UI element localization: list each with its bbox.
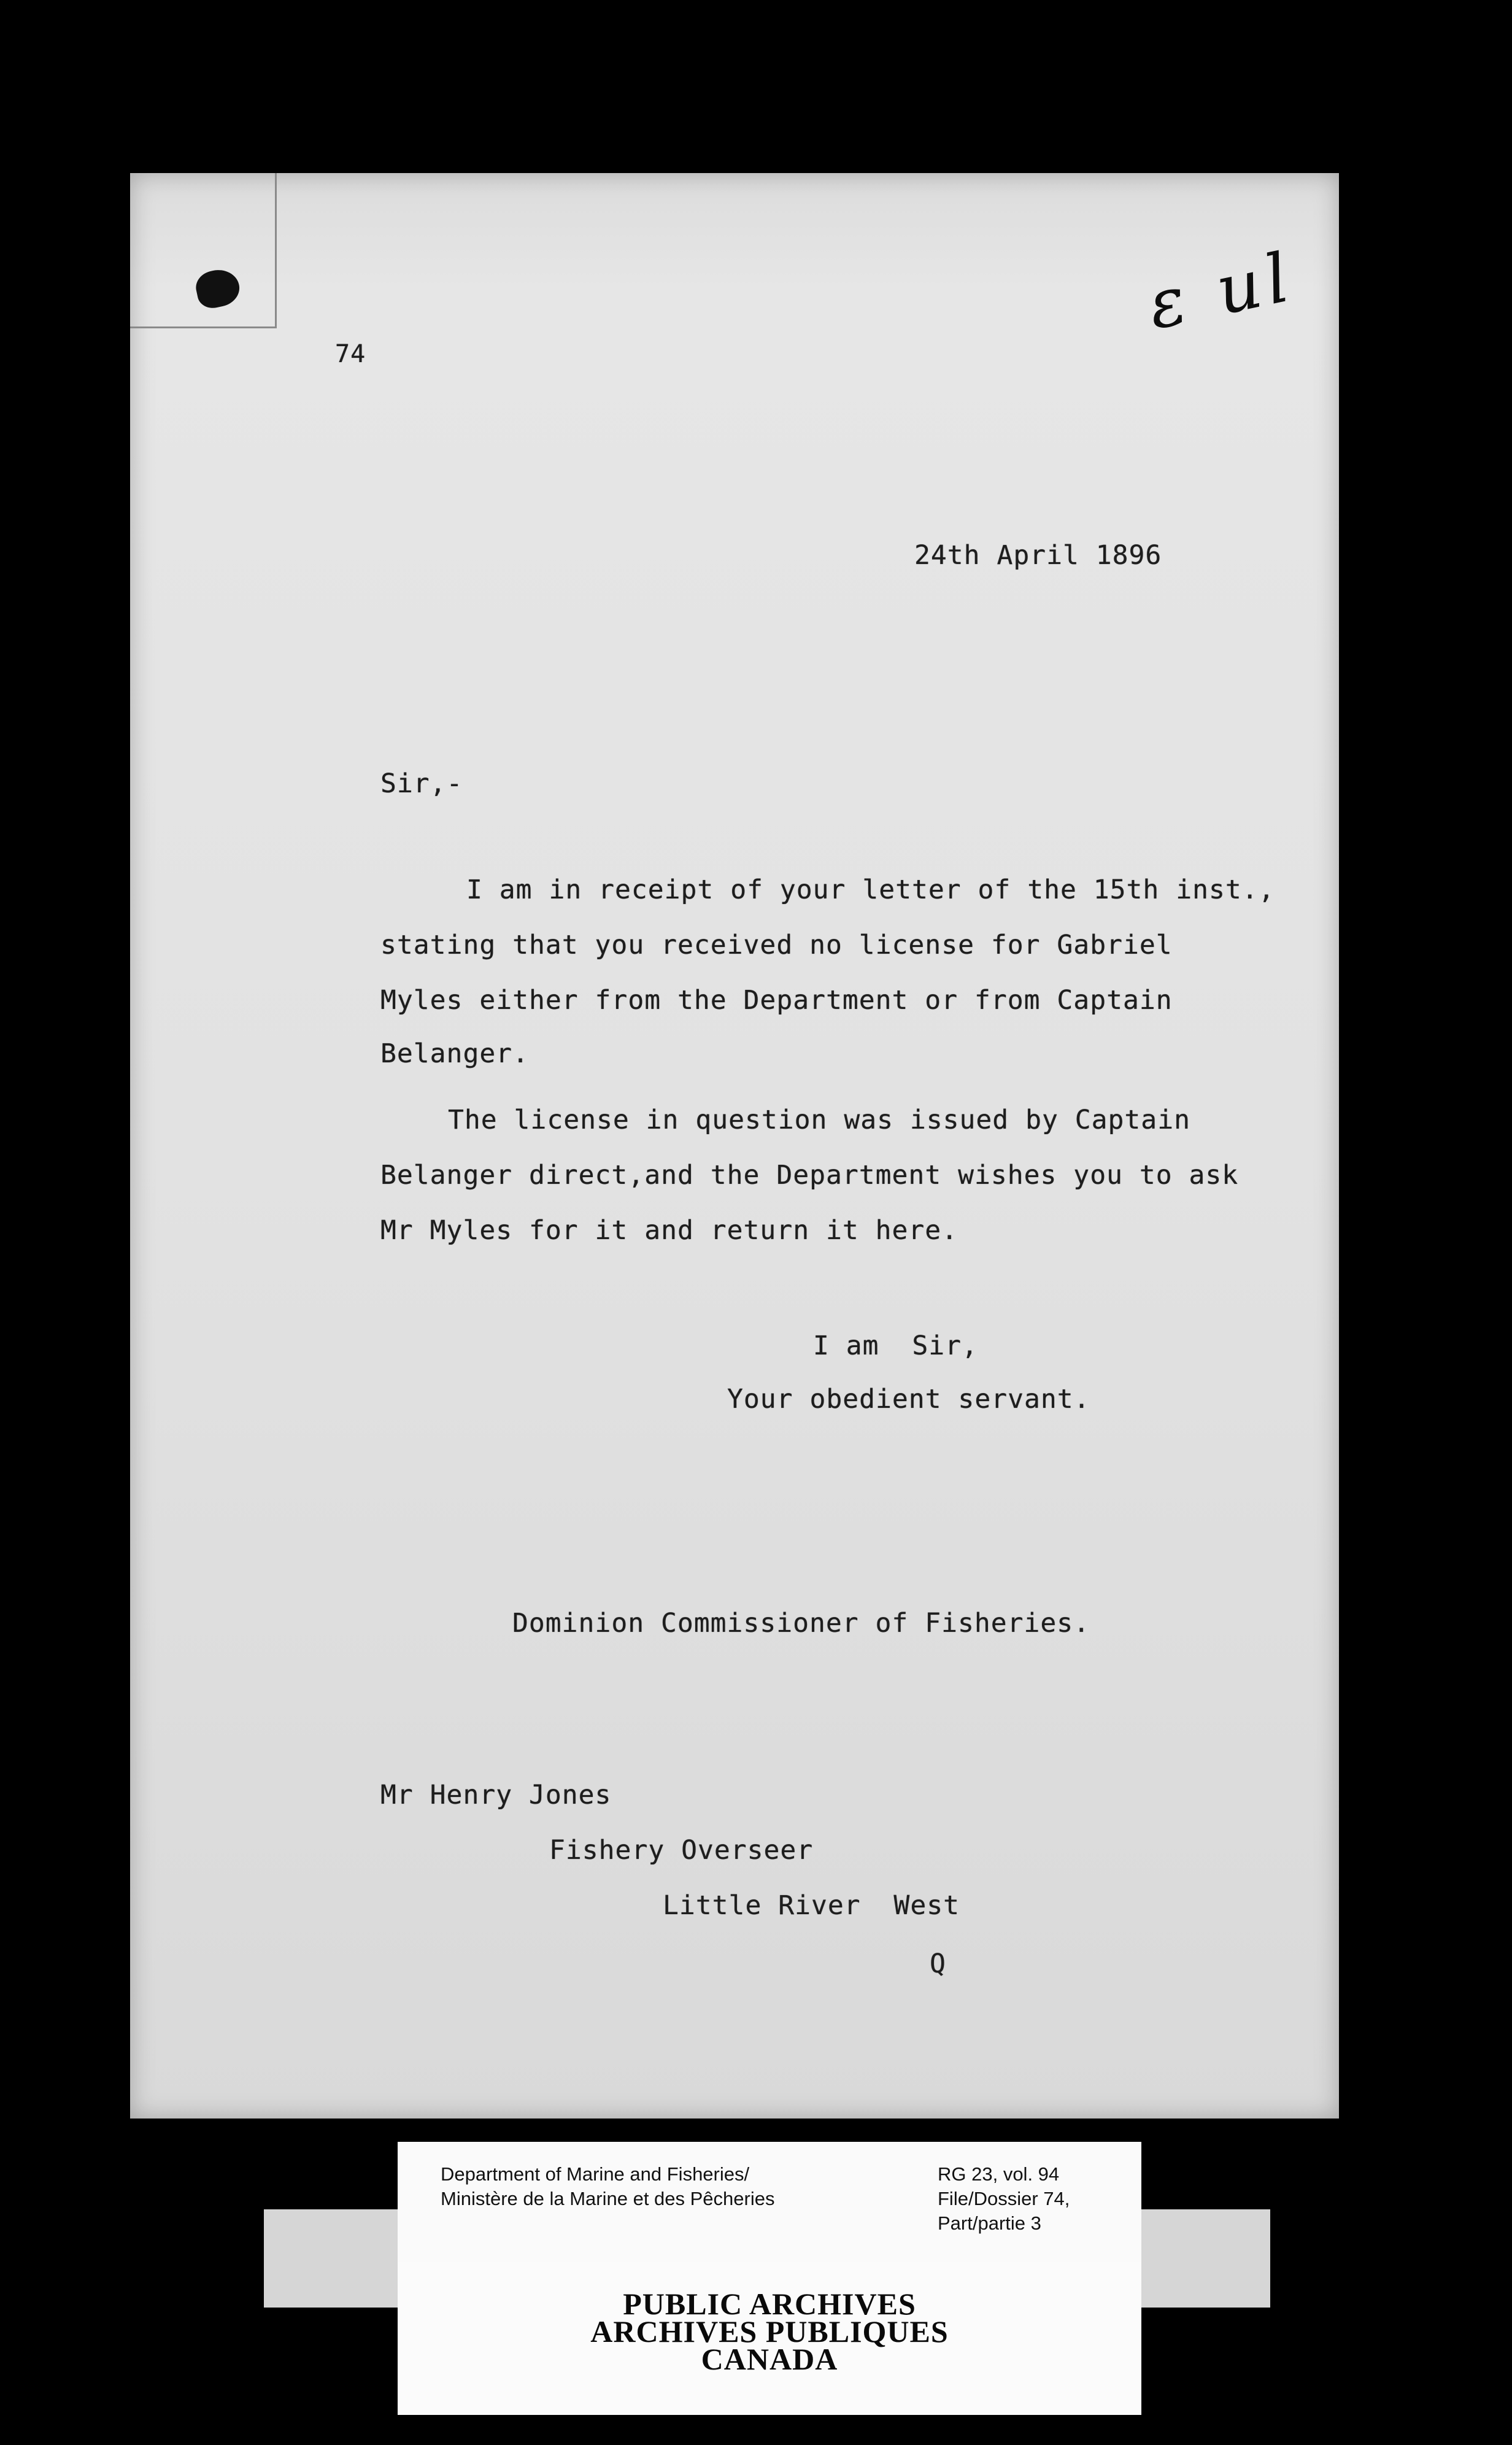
body-line: Mr Myles for it and return it here. [380, 1215, 958, 1246]
body-line: Belanger. [380, 1038, 529, 1069]
record-group-reference: RG 23, vol. 94 [938, 2163, 1060, 2185]
archives-title-english: PUBLIC ARCHIVES [623, 2287, 916, 2321]
address-line: Q [930, 1949, 946, 1979]
archives-country: CANADA [701, 2342, 838, 2376]
handwritten-mark: ε ul [1141, 237, 1302, 345]
file-number: 74 [335, 340, 366, 368]
file-reference: File/Dossier 74, [938, 2188, 1070, 2209]
letter-date: 24th April 1896 [914, 540, 1162, 571]
part-reference: Part/partie 3 [938, 2212, 1041, 2234]
address-line: Little River West [663, 1890, 960, 1921]
salutation: Sir,- [380, 768, 463, 799]
address-line: Fishery Overseer [549, 1835, 814, 1866]
body-line: The license in question was issued by Captain [448, 1105, 1190, 1135]
body-line: I am in receipt of your letter of the 15th inst., [466, 875, 1275, 905]
department-english: Department of Marine and Fisheries/ [441, 2163, 750, 2185]
body-line: Myles either from the Department or from Captain [380, 985, 1173, 1016]
body-line: stating that you received no license for Gabriel [380, 930, 1173, 960]
address-line: Mr Henry Jones [380, 1780, 612, 1810]
closing-line: I am Sir, [813, 1331, 978, 1361]
signature-title: Dominion Commissioner of Fisheries. [512, 1608, 1090, 1639]
department-french: Ministère de la Marine et des Pêcheries [441, 2188, 775, 2209]
archives-title-french: ARCHIVES PUBLIQUES [590, 2314, 949, 2349]
closing-line: Your obedient servant. [727, 1384, 1090, 1415]
letter-sheet [130, 173, 1339, 2119]
body-line: Belanger direct,and the Department wishes you to ask [380, 1160, 1239, 1191]
